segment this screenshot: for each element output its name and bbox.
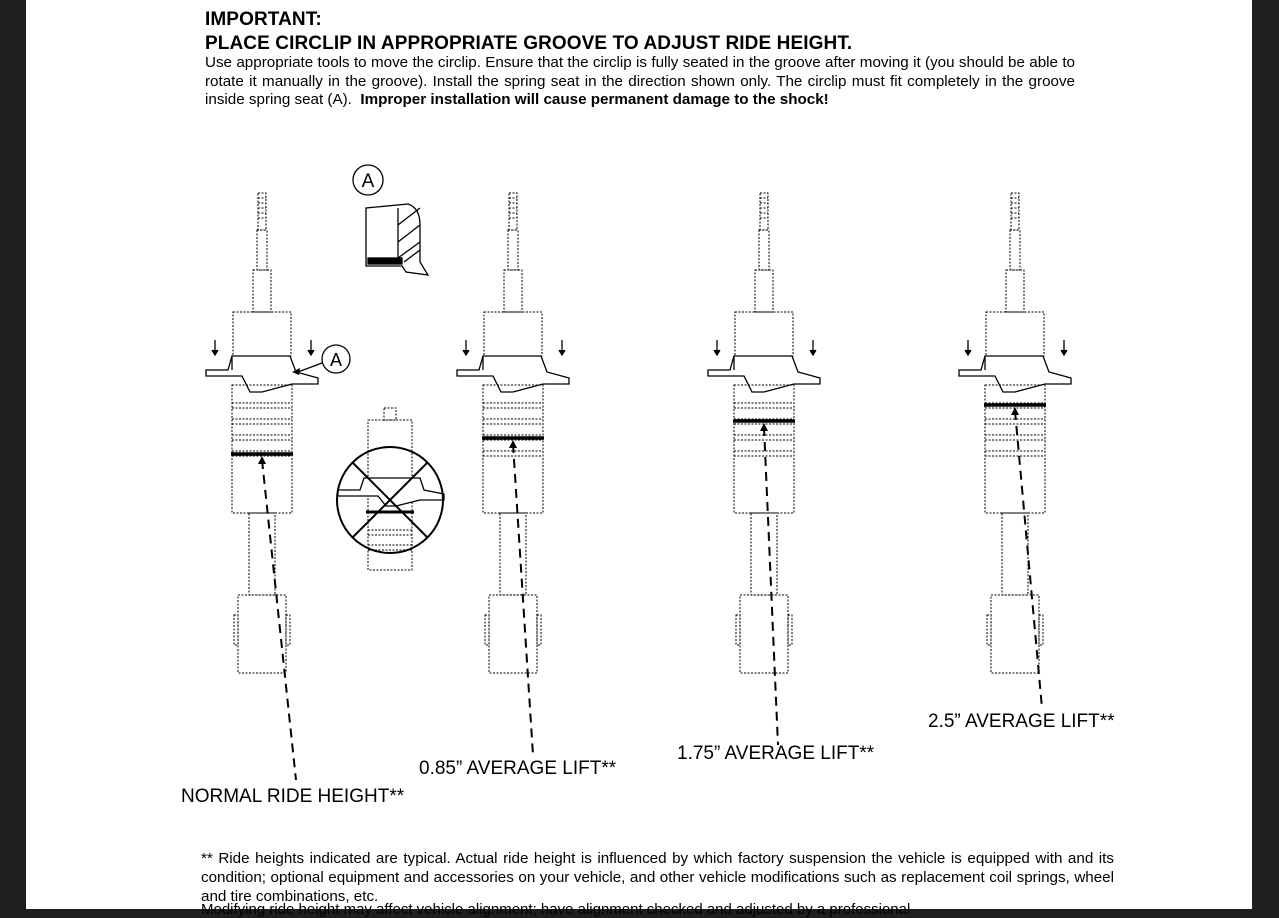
footnote-cut-line: Modifying ride height may affect vehicle alignment; have alignment checked and adjusted by a professional	[201, 901, 911, 918]
shock-diagram	[26, 0, 1252, 909]
seat-marker-label: A	[329, 350, 343, 370]
leader-085	[513, 444, 533, 755]
shock-lift-175	[708, 193, 820, 745]
detail-marker-label: A	[361, 171, 375, 192]
detail-a-section	[366, 204, 428, 275]
leader-normal	[262, 460, 296, 780]
important-heading: IMPORTANT:	[205, 9, 322, 30]
instruction-text: Use appropriate tools to move the circlip. Ensure that the circlip is fully seated in the groove after moving it (you should be able to rotate it manually in the groove). Install the spring seat in the direction shown only. The circlip must fit completely in the groove inside spring seat (A).	[205, 54, 1075, 108]
incorrect-install-figure	[337, 408, 444, 570]
footnote: ** Ride heights indicated are typical. Actual ride height is influenced by which factory suspension the vehicle is equipped with and its condition; optional equipment and accessories on your vehicle, and other vehicle modifications such as replacement coil springs, wheel and tire combinations, etc.	[201, 850, 1114, 905]
label-lift-085: 0.85” AVERAGE LIFT**	[419, 758, 617, 779]
page-title: PLACE CIRCLIP IN APPROPRIATE GROOVE TO ADJUST RIDE HEIGHT.	[205, 33, 853, 54]
leader-175	[764, 427, 778, 745]
instruction-page	[26, 0, 1252, 918]
shock-normal	[206, 193, 318, 780]
label-normal-ride-height: NORMAL RIDE HEIGHT**	[181, 786, 405, 807]
label-lift-25: 2.5” AVERAGE LIFT**	[928, 711, 1115, 732]
label-lift-175: 1.75” AVERAGE LIFT**	[677, 743, 875, 764]
shock-lift-085	[457, 193, 569, 755]
shock-lift-25	[959, 193, 1071, 708]
damage-warning: Improper installation will cause permanent damage to the shock!	[360, 91, 829, 108]
